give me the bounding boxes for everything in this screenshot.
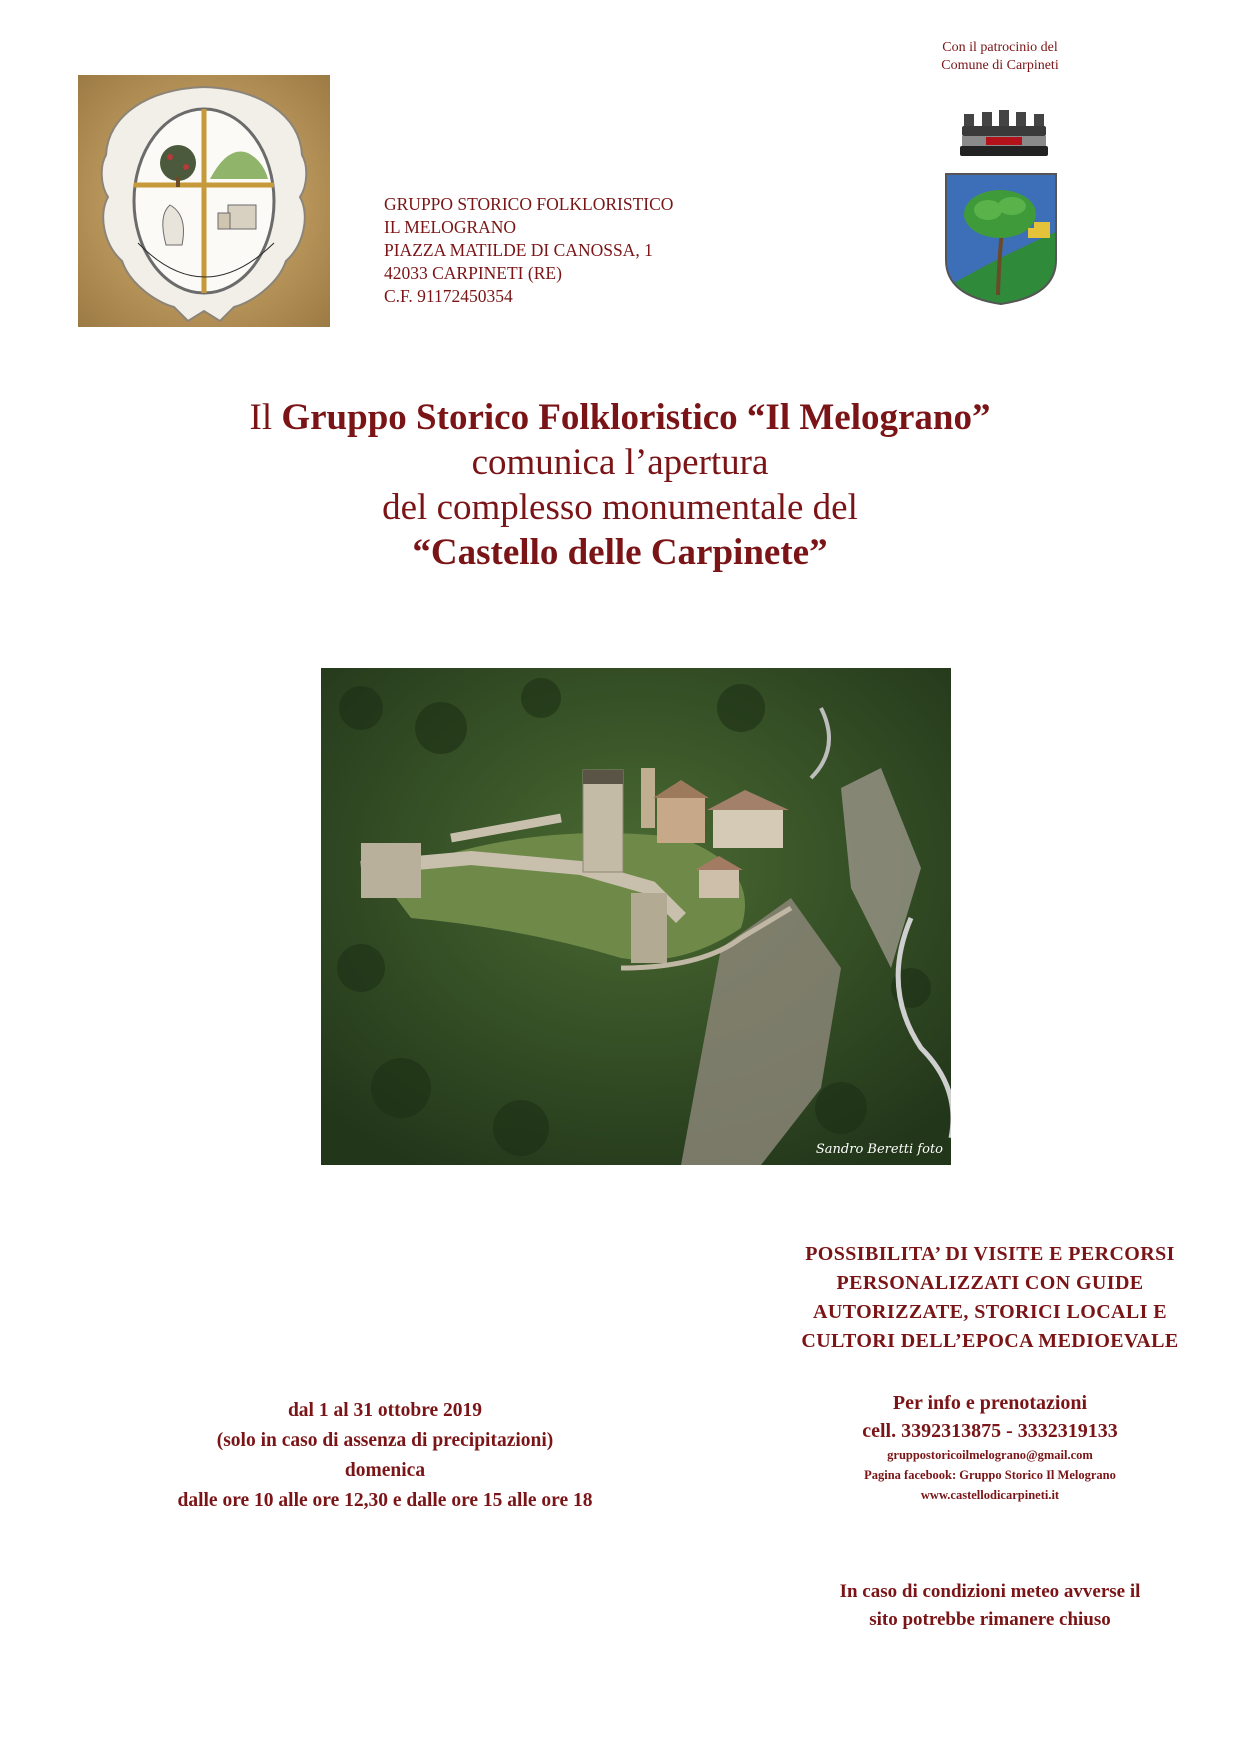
sender-line: PIAZZA MATILDE DI CANOSSA, 1 xyxy=(384,240,653,260)
sender-line: IL MELOGRANO xyxy=(384,217,517,237)
email-link[interactable]: gruppostoricoilmelograno@gmail.com xyxy=(887,1448,1093,1462)
schedule-dates: dal 1 al 31 ottobre 2019 xyxy=(287,1400,483,1421)
photo-credit: Sandro Beretti foto xyxy=(815,1142,943,1157)
visits-line: AUTORIZZATE, STORICI LOCALI E xyxy=(813,1301,1167,1323)
facebook-page[interactable]: Pagina facebook: Gruppo Storico Il Melograno xyxy=(864,1468,1116,1482)
carpineti-coat-of-arms xyxy=(942,170,1060,308)
sender-address xyxy=(384,193,673,308)
warning-line-1: In caso di condizioni meteo avverse il xyxy=(839,1581,1141,1602)
title-line-2: comunica l’apertura xyxy=(471,442,769,483)
contact-info xyxy=(760,1389,1220,1505)
patronage-line-2: Comune di Carpineti xyxy=(941,58,1059,73)
website-link[interactable]: www.castellodicarpineti.it xyxy=(920,1488,1060,1502)
visits-description xyxy=(760,1240,1220,1356)
melograno-logo xyxy=(78,75,330,327)
visits-line: POSSIBILITA’ DI VISITE E PERCORSI xyxy=(805,1243,1175,1265)
castle-aerial-photo xyxy=(321,668,951,1165)
opening-schedule xyxy=(100,1396,670,1516)
schedule-condition: (solo in caso di assenza di precipitazioni) xyxy=(216,1430,554,1451)
crown-icon xyxy=(956,108,1052,160)
sender-line: GRUPPO STORICO FOLKLORISTICO xyxy=(384,194,674,214)
title-organization: Gruppo Storico Folkloristico “Il Melograno” xyxy=(281,397,991,438)
title-prefix: Il xyxy=(249,397,282,438)
patronage-note xyxy=(900,39,1100,75)
patronage-line-1: Con il patrocinio del xyxy=(942,40,1058,55)
sender-line: 42033 CARPINETI (RE) xyxy=(384,263,562,283)
title-castle-name: “Castello delle Carpinete” xyxy=(412,532,828,573)
phone-numbers[interactable]: cell. 3392313875 - 3332319133 xyxy=(862,1420,1118,1442)
schedule-day: domenica xyxy=(344,1460,426,1481)
weather-warning xyxy=(760,1578,1220,1634)
sender-line: C.F. 91172450354 xyxy=(384,286,513,306)
visits-line: CULTORI DELL’EPOCA MEDIOEVALE xyxy=(801,1330,1179,1352)
title-line-3: del complesso monumentale del xyxy=(382,487,858,528)
info-heading: Per info e prenotazioni xyxy=(892,1392,1088,1414)
visits-line: PERSONALIZZATI CON GUIDE xyxy=(836,1272,1144,1294)
warning-line-2: sito potrebbe rimanere chiuso xyxy=(869,1609,1111,1630)
schedule-hours: dalle ore 10 alle ore 12,30 e dalle ore 15 alle ore 18 xyxy=(177,1490,593,1511)
announcement-title xyxy=(80,395,1160,575)
